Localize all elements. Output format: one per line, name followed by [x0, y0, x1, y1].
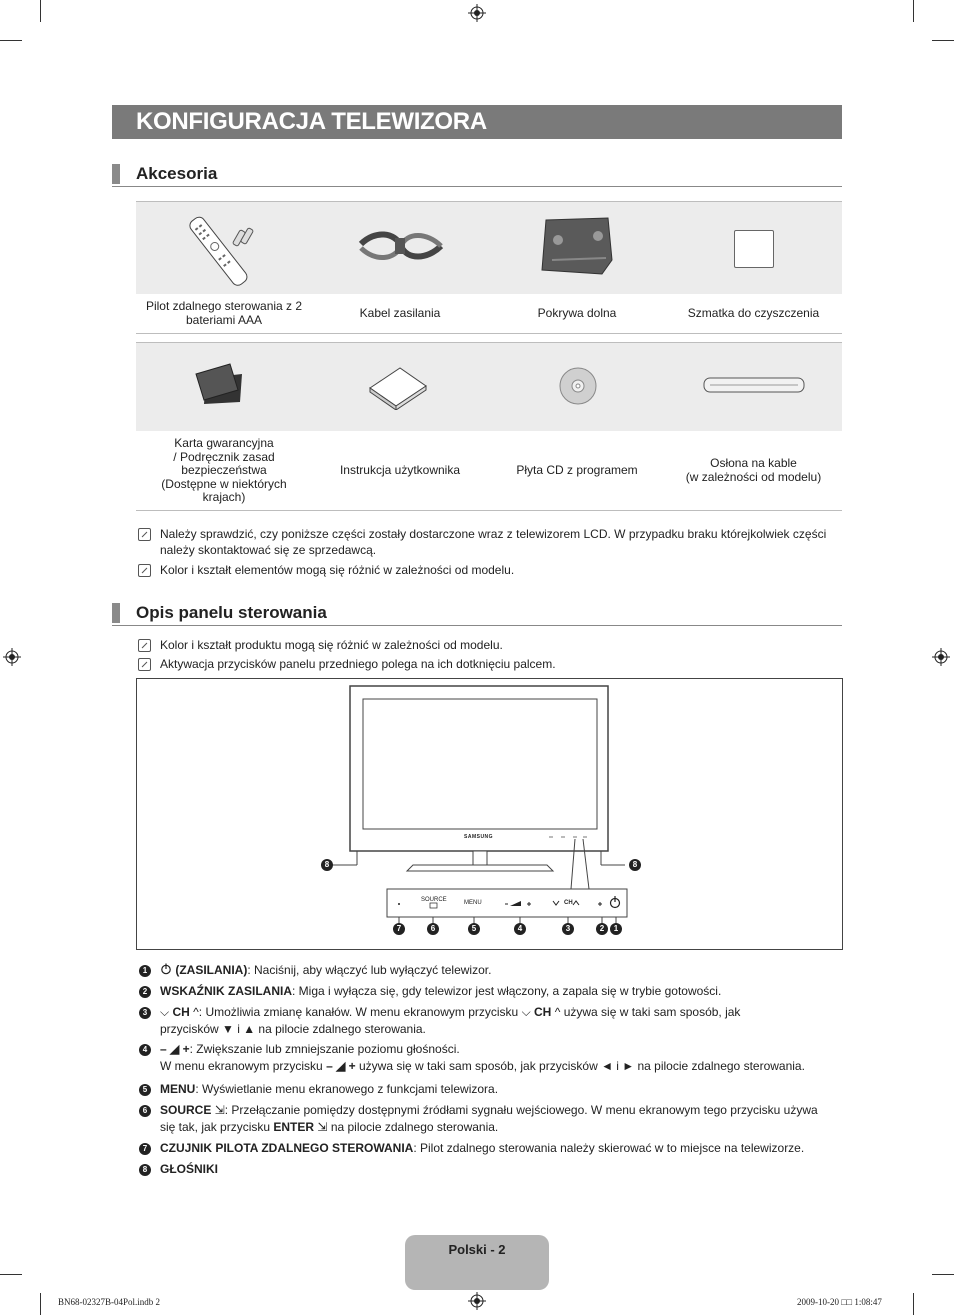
cleaning-cloth-icon	[734, 230, 774, 268]
item-menu: MENU: Wyświetlanie menu ekranowego z funkcjami telewizora.	[160, 1082, 499, 1096]
power-cable-icon	[355, 226, 447, 266]
chevron-down-icon: ⌵	[521, 1005, 531, 1019]
print-slug-left: BN68-02327B-04Pol.indb 2	[58, 1297, 161, 1307]
cable-cover-icon	[702, 374, 806, 396]
marker-8-right: 8	[629, 859, 641, 871]
accessory-label: Karta gwarancyjna / Podręcznik zasad bezpieczeństwa (Dostępne w niektórych krajach)	[161, 436, 287, 504]
item-number: 8	[139, 1164, 151, 1176]
accessory-label: Kabel zasilania	[359, 306, 441, 320]
item-number: 3	[139, 1007, 151, 1019]
volume-icon: – ◢ +	[326, 1059, 356, 1073]
item-number: 6	[139, 1105, 151, 1117]
warranty-card-icon	[194, 362, 246, 406]
note-icon	[138, 564, 151, 577]
item-number: 5	[139, 1084, 151, 1096]
item-remote-sensor: CZUJNIK PILOTA ZDALNEGO STEROWANIA: Pilot zdalnego sterowania należy skierować w to miejsce na telewizorze.	[160, 1141, 805, 1155]
registration-mark-icon	[468, 1292, 486, 1310]
marker-7: 7	[393, 923, 405, 935]
crop-mark	[40, 0, 41, 22]
registration-mark-icon	[932, 648, 950, 666]
item-volume: – ◢ +: Zwiększanie lub zmniejszanie poziomu głośności. W menu ekranowym przycisku – ◢ + używa się w taki sam sposób, jak przycisków ◄ i ► na pilocie zdalnego sterowania.	[160, 1042, 805, 1073]
crop-mark	[913, 0, 914, 22]
chevron-up-icon: ^	[554, 1005, 561, 1019]
bottom-cover-icon	[538, 214, 618, 280]
divider	[136, 510, 842, 511]
print-slug-right: 2009-10-20 □□ 1:08:47	[797, 1297, 882, 1307]
crop-mark	[0, 40, 22, 41]
source-button: SOURCE	[421, 897, 447, 903]
cd-icon	[558, 366, 598, 406]
item-channel: ⌵ CH ^: Umożliwia zmianę kanałów. W menu ekranowym przycisku ⌵ CH ^ używa się w taki sam sposób, jak przycisków ▼ i ▲ na pilocie zdalnego sterowania.	[160, 1005, 741, 1036]
note-text: Należy sprawdzić, czy poniższe części zostały dostarczone wraz z telewizorem LCD. W przypadku braku którejkolwiek części należy skontaktować się ze sprzedawcą.	[160, 527, 827, 557]
accessory-label: Pilot zdalnego sterowania z 2 bateriami AAA	[145, 299, 303, 327]
crop-mark	[932, 1274, 954, 1275]
accessory-label: Pokrywa dolna	[537, 306, 617, 320]
volume-icon: – ◢ +	[160, 1042, 190, 1056]
marker-3: 3	[562, 923, 574, 935]
note-icon	[138, 528, 151, 541]
crop-mark	[40, 1293, 41, 1315]
menu-button: MENU	[464, 900, 482, 906]
power-icon	[160, 963, 172, 975]
marker-6: 6	[427, 923, 439, 935]
note-text: Aktywacja przycisków panelu przedniego polega na ich dotknięciu palcem.	[160, 657, 556, 671]
channel-button: CH	[564, 900, 573, 906]
brand-logo: SAMSUNG	[464, 834, 494, 840]
remote-control-icon	[180, 208, 264, 290]
crop-mark	[0, 1274, 22, 1275]
page-number: Polski - 2	[448, 1242, 506, 1257]
marker-5: 5	[468, 923, 480, 935]
item-number: 1	[139, 965, 151, 977]
item-number: 7	[139, 1143, 151, 1155]
accessory-label: Płyta CD z programem	[516, 463, 638, 477]
item-speakers: GŁOŚNIKI	[160, 1162, 219, 1176]
tv-front-panel-diagram	[137, 679, 841, 947]
item-number: 4	[139, 1044, 151, 1056]
item-power: (ZASILANIA): Naciśnij, aby włączyć lub wyłączyć telewizor.	[160, 962, 491, 979]
section-marker	[112, 603, 120, 623]
registration-mark-icon	[3, 648, 21, 666]
enter-icon: ⇲	[317, 1120, 328, 1134]
divider	[112, 625, 842, 626]
divider	[112, 186, 842, 187]
page-title: KONFIGURACJA TELEWIZORA	[136, 108, 487, 135]
crop-mark	[932, 40, 954, 41]
divider	[136, 333, 842, 334]
source-icon: ⇲	[214, 1103, 225, 1117]
registration-mark-icon	[468, 4, 486, 22]
section-heading-panel: Opis panelu sterowania	[136, 603, 327, 622]
manual-icon	[366, 364, 430, 410]
note-icon	[138, 639, 151, 652]
note-text: Kolor i kształt elementów mogą się różnić w zależności od modelu.	[160, 563, 515, 577]
chevron-up-icon: ^	[193, 1005, 199, 1019]
note-text: Kolor i kształt produktu mogą się różnić w zależności od modelu.	[160, 638, 503, 652]
marker-2: 2	[596, 923, 608, 935]
section-marker	[112, 164, 120, 184]
marker-1: 1	[610, 923, 622, 935]
accessory-label: Szmatka do czyszczenia	[687, 306, 820, 320]
accessory-label: Osłona na kable (w zależności od modelu)	[685, 456, 822, 484]
accessory-label: Instrukcja użytkownika	[339, 463, 461, 477]
chevron-down-icon: ⌵	[160, 1005, 170, 1019]
marker-4: 4	[514, 923, 526, 935]
item-number: 2	[139, 986, 151, 998]
crop-mark	[913, 1293, 914, 1315]
item-source: SOURCE ⇲: Przełączanie pomiędzy dostępnymi źródłami sygnału wejściowego. W menu ekranowym tego przycisku używa się tak, jak przycisku ENTER ⇲ na pilocie zdalnego sterowania.	[160, 1103, 818, 1134]
marker-8-left: 8	[321, 859, 333, 871]
note-icon	[138, 658, 151, 671]
item-power-indicator: WSKAŹNIK ZASILANIA: Miga i wyłącza się, gdy telewizor jest włączony, a zapala się w trybie gotowości.	[160, 984, 722, 998]
section-heading-accessories: Akcesoria	[136, 164, 218, 183]
